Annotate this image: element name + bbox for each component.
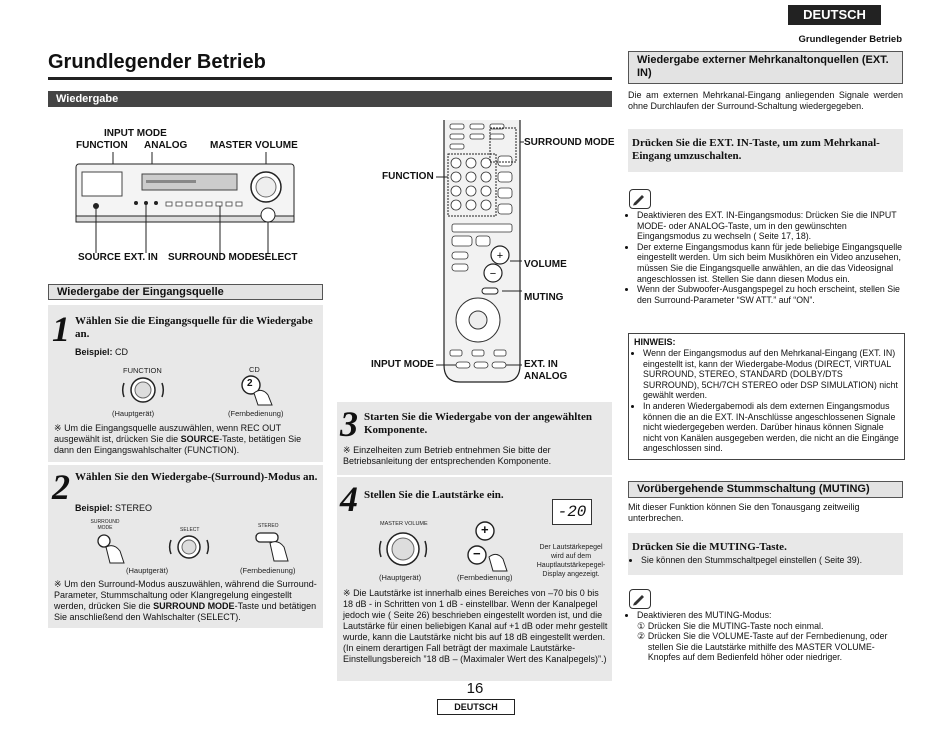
remote-label-muting: MUTING — [524, 292, 564, 303]
step3-note-text: Einzelheiten zum Betrieb entnehmen Sie bitte der Betriebsanleitung der entsprechenden Komponente. — [343, 445, 552, 466]
ext-in-note: • Wenn der Subwoofer-Ausgangspegel zu hoch erscheint, stellen Sie den Surround-Parameter “SW ATT.” auf “ON”. — [637, 284, 903, 305]
muting-notes — [628, 610, 903, 663]
section-bar-ext-in: Wiedergabe externer Mehrkanaltonquellen (EXT. IN) — [628, 51, 903, 84]
volume-minus-label: − — [473, 546, 481, 561]
step4-caption-main: (Hauptgerät) — [379, 573, 422, 582]
step2-example-value: STEREO — [115, 503, 153, 513]
step2-example-label: Beispiel: — [75, 503, 113, 513]
hinweis-item: • Wenn der Eingangsmodus auf den Mehrkanal-Eingang (EXT. IN) eingestellt ist, kann der Wiedergabe-Modus (DIRECT, VIRTUAL SURROUND, STEREO, STANDARD (DOLBY/DTS SURROUND), 5CH/7CH STEREO oder DSP SIMULATION) nicht gewählt werden. — [643, 348, 899, 401]
language-tab: DEUTSCH — [788, 5, 881, 25]
step1-note-key: SOURCE — [180, 434, 220, 444]
muting-intro: Mit dieser Funktion können Sie den Tonausgang zeitweilig unterbrechen. — [628, 502, 860, 523]
step2-note-mark: ※ — [54, 579, 62, 589]
step4-note — [343, 588, 609, 665]
step2-number: 2 — [52, 467, 70, 507]
label-ext-in: EXT. IN — [124, 252, 158, 263]
step2-note-a: Um den Surround-Modus auszuwählen, während die Surround-Parameter, Stummschaltung oder Klangregelung eingestellt werden, drücken Sie die — [54, 579, 317, 611]
step2-note-key: SURROUND MODE — [153, 601, 235, 611]
label-master-volume: MASTER VOLUME — [210, 140, 298, 151]
section-bar-muting: Vorübergehende Stummschaltung (MUTING) — [628, 481, 903, 498]
receiver-front-panel-illustration — [70, 150, 300, 254]
remote-control-illustration — [430, 120, 610, 390]
step2-label-select: SELECT — [180, 527, 200, 533]
master-volume-knob-icon — [375, 527, 431, 571]
step2-label-surround-mode: SURROUND MODE — [90, 519, 120, 531]
note-pencil-icon — [629, 189, 651, 209]
step4-number: 4 — [340, 479, 358, 519]
ext-in-intro: Die am externen Mehrkanal-Eingang anliegenden Signale werden ohne Durchlaufen der Surround-Schaltung wiedergegeben. — [628, 90, 903, 111]
step4-note-mark: ※ — [343, 588, 351, 598]
remote-label-input-mode: INPUT MODE — [371, 359, 434, 370]
step1-note-mark: ※ — [54, 423, 62, 433]
breadcrumb: Grundlegender Betrieb — [798, 34, 902, 45]
step2-label-stereo: STEREO — [258, 523, 279, 529]
muting-note-text: Drücken Sie die VOLUME-Taste auf der Fernbedienung, oder stellen Sie die Lautstärke mithilfe des MASTER VOLUME-Knopfes auf dem Bedienfeld höher oder niedriger. — [647, 631, 888, 663]
svg-text:−: − — [489, 268, 497, 280]
select-knob-icon — [166, 529, 212, 565]
step4-panel — [337, 477, 612, 681]
svg-text:+: + — [496, 250, 504, 262]
muting-instruction-panel — [628, 533, 903, 575]
muting-note-text: Drücken Sie die MUTING-Taste noch einmal. — [647, 620, 824, 631]
muting-notes-title: • Deaktivieren des MUTING-Modus: — [637, 610, 903, 621]
step3-number: 3 — [340, 404, 358, 444]
step4-title: Stellen Sie die Lautstärke ein. — [364, 489, 504, 501]
volume-display-caption: Der Lautstärkepegel wird auf dem Hauptlautstärkepegel-Display angezeigt. — [536, 544, 606, 578]
step2-note-b: -Taste und betätigen Sie anschließend den Wahlschalter (SELECT). — [54, 601, 317, 622]
step1-caption-main: (Hauptgerät) — [112, 409, 155, 418]
muting-instruction-note-text: • Sie können den Stummschaltpegel einstellen ( Seite 39). — [641, 555, 862, 566]
step2-caption-main: (Hauptgerät) — [126, 566, 169, 575]
step1-example-value: CD — [115, 347, 129, 357]
step3-panel — [337, 402, 612, 475]
label-analog: ANALOG — [144, 140, 188, 151]
ext-in-note: • Deaktivieren des EXT. IN-Eingangsmodus: Drücken Sie die INPUT MODE- oder ANALOG-Taste, um in den gewünschten Eingangsmodus zu wechseln ( Seite 17, 18). — [637, 210, 903, 242]
label-input-mode: INPUT MODE — [104, 128, 167, 139]
remote-label-function: FUNCTION — [382, 171, 434, 182]
step2-note — [54, 579, 320, 623]
note-pencil-icon-2 — [629, 589, 651, 609]
remote-label-surround-mode-line1: SURROUND MODE — [524, 137, 615, 148]
volume-plus-label: + — [481, 522, 489, 537]
hinweis-title: HINWEIS: — [634, 337, 676, 347]
label-source: SOURCE — [78, 252, 121, 263]
muting-note-mark: ② — [637, 631, 645, 642]
muting-note-row — [628, 631, 903, 663]
step1-remote-digit: 2 — [247, 378, 253, 389]
label-surround-mode: SURROUND MODE — [168, 252, 259, 263]
volume-display: -20 — [552, 499, 592, 525]
ext-in-instruction-panel — [628, 129, 903, 172]
step2-title: Wählen Sie den Wiedergabe-(Surround)-Modus an. — [75, 471, 318, 483]
title-rule — [48, 77, 612, 80]
hinweis-box — [628, 333, 905, 460]
footer-language-label: DEUTSCH — [437, 699, 515, 715]
ext-in-instruction: Drücken Sie die EXT. IN-Taste, um zum Mehrkanal-Eingang umzuschalten. — [632, 137, 880, 162]
function-knob-icon — [118, 373, 168, 407]
remote-label-analog: ANALOG — [524, 371, 568, 382]
step1-caption-remote: (Fernbedienung) — [228, 409, 284, 418]
surround-mode-button-hand-icon — [92, 531, 132, 565]
section-bar-wiedergabe: Wiedergabe — [48, 91, 612, 107]
step1-note — [54, 423, 320, 456]
hinweis-item: • In anderen Wiedergabemodi als dem externen Eingangsmodus können die an die EXT. IN-Anschlüsse angeschlossenen Signale nicht wiedergegeben werden. Darüber hinaus können Signale nicht von Kanälen ausgegeben werden, die nicht an die Eingänge angeschlossen sind. — [643, 401, 899, 454]
page-number: 16 — [466, 680, 484, 697]
step1-title: Wählen Sie die Eingangsquelle für die Wiedergabe an. — [75, 315, 313, 340]
subsection-bar-eingangsquelle: Wiedergabe der Eingangsquelle — [48, 284, 323, 300]
step3-title: Starten Sie die Wiedergabe von der angewählten Komponente. — [364, 411, 592, 436]
muting-note-row — [628, 621, 903, 632]
label-select: SELECT — [258, 252, 298, 263]
step2-caption-remote: (Fernbedienung) — [240, 566, 296, 575]
stereo-button-hand-icon — [252, 529, 302, 565]
step2-example — [75, 503, 152, 513]
step3-note — [343, 445, 609, 467]
step1-knob-label: FUNCTION — [123, 366, 162, 375]
step1-note-a: Um die Eingangsquelle auszuwählen, wenn REC OUT ausgewählt ist, drücken Sie die — [54, 423, 282, 444]
muting-instruction-note — [632, 555, 862, 566]
step2-panel — [48, 465, 323, 628]
step1-remote-button-label: CD — [249, 365, 260, 374]
label-function: FUNCTION — [76, 140, 128, 151]
step1-panel — [48, 305, 323, 462]
step1-example-label: Beispiel: — [75, 347, 113, 357]
ext-in-note: • Der externe Eingangsmodus kann für jede beliebige Eingangsquelle eingestellt werden. Um sich beim Musikhören ein Video anzusehen, müssen Sie die Eingangsquelle anwählen, an die das Videosignal angeschlossen ist. Stellen Sie dann diesen Modus ein. — [637, 242, 903, 284]
step4-caption-remote: (Fernbedienung) — [457, 573, 513, 582]
remote-label-ext-in: EXT. IN — [524, 359, 558, 370]
page-title: Grundlegender Betrieb — [48, 51, 266, 73]
step1-number: 1 — [52, 309, 70, 349]
step1-example — [75, 347, 128, 357]
step4-knob-label: MASTER VOLUME — [380, 521, 428, 527]
step1-note-b: -Taste, betätigen Sie dann den Eingangswahlschalter (FUNCTION). — [54, 434, 302, 455]
remote-label-volume: VOLUME — [524, 259, 567, 270]
muting-note-mark: ① — [637, 620, 645, 631]
ext-in-notes — [628, 210, 903, 305]
hinweis-list — [634, 348, 899, 454]
step4-note-text: Die Lautstärke ist innerhalb eines Bereiches von –70 bis 0 bis 18 dB - in Schritten von 1 dB - einstellbar. Wenn der Kanalpegel jedoch wie ( Seite 26) beschrieben eingestellt worden ist, und die Lautstärke für einen beliebigen Kanal auf +1 dB oder mehr gestellt wurde, kann die Lautstärke nicht bis auf 18 dB eingestellt werden. (In einem derartigen Fall beträgt der maximale Lautstärke-Einstellungsbereich ”18 dB – (Maximaler Wert des Kanalpegels)”.) — [343, 588, 608, 664]
remote-button-hand-icon — [236, 371, 276, 407]
step3-note-mark: ※ — [343, 445, 351, 455]
muting-instruction: Drücken Sie die MUTING-Taste. — [632, 541, 787, 553]
